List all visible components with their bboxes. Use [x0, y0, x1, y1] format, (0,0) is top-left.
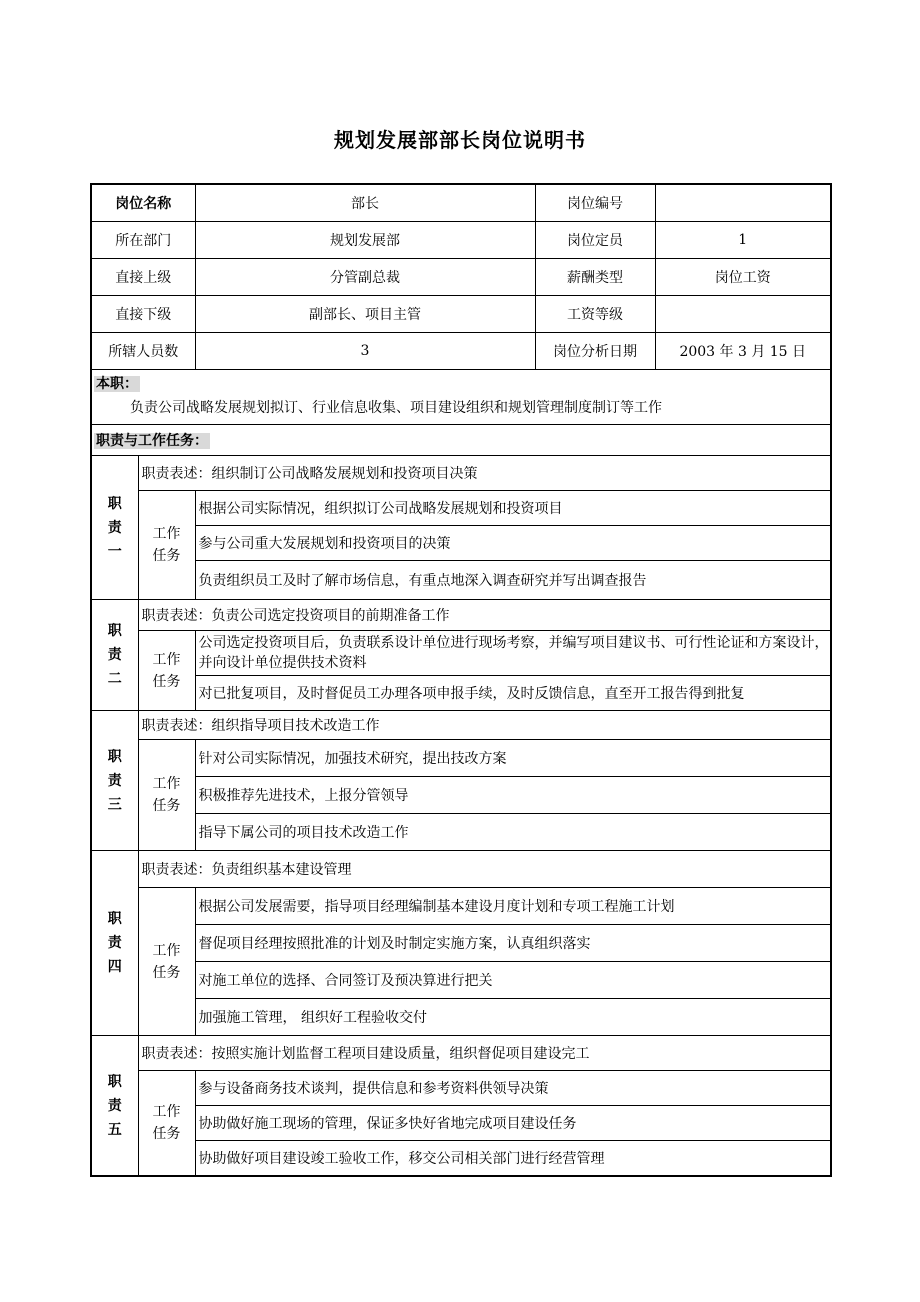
duty-number: 职 责 四 — [91, 851, 138, 1036]
task-row — [91, 814, 831, 851]
field-label: 所辖人员数 — [91, 333, 195, 370]
field-label: 岗位编号 — [535, 184, 655, 222]
duties-label: 职责与工作任务： — [96, 433, 208, 449]
field-value — [655, 296, 831, 333]
duty-desc-row — [91, 1036, 831, 1071]
task-item: 根据公司实际情况，组织拟订公司战略发展规划和投资项目 — [195, 491, 831, 526]
field-label: 工资等级 — [535, 296, 655, 333]
duty-desc-row — [91, 600, 831, 631]
field-value: 2003 年 3 月 15 日 — [655, 333, 831, 370]
field-label: 岗位分析日期 — [535, 333, 655, 370]
field-value: 分管副总裁 — [195, 259, 535, 296]
duty-desc-row — [91, 711, 831, 740]
field-value: 规划发展部 — [195, 222, 535, 259]
task-item: 负责组织员工及时了解市场信息，有重点地深入调查研究并写出调查报告 — [195, 561, 831, 600]
field-label: 直接下级 — [91, 296, 195, 333]
task-row — [91, 777, 831, 814]
field-label: 所在部门 — [91, 222, 195, 259]
task-row — [91, 1106, 831, 1141]
field-label: 岗位名称 — [91, 184, 195, 222]
duty-desc-row — [91, 851, 831, 888]
duty-description: 职责表述：组织指导项目技术改造工作 — [138, 711, 831, 740]
task-row — [91, 526, 831, 561]
duty-description: 职责表述：负责公司选定投资项目的前期准备工作 — [138, 600, 831, 631]
summary-label: 本职： — [96, 376, 138, 392]
duty-description: 职责表述：负责组织基本建设管理 — [138, 851, 831, 888]
duties-header-row — [91, 425, 831, 456]
task-item: 协助做好项目建设竣工验收工作，移交公司相关部门进行经营管理 — [195, 1141, 831, 1177]
field-label: 薪酬类型 — [535, 259, 655, 296]
info-row — [91, 333, 831, 370]
duty-desc-row — [91, 456, 831, 491]
task-item: 参与设备商务技术谈判，提供信息和参考资料供领导决策 — [195, 1071, 831, 1106]
field-value: 部长 — [195, 184, 535, 222]
task-row — [91, 925, 831, 962]
task-row — [91, 676, 831, 711]
task-item: 根据公司发展需要，指导项目经理编制基本建设月度计划和专项工程施工计划 — [195, 888, 831, 925]
task-label: 工作 任务 — [138, 1071, 195, 1177]
duty-number: 职 责 五 — [91, 1036, 138, 1177]
task-row — [91, 631, 831, 676]
task-row — [91, 561, 831, 600]
info-row — [91, 222, 831, 259]
job-description-table — [90, 183, 832, 1177]
task-row — [91, 962, 831, 999]
field-value: 1 — [655, 222, 831, 259]
duty-description: 职责表述：按照实施计划监督工程项目建设质量，组织督促项目建设完工 — [138, 1036, 831, 1071]
info-row — [91, 259, 831, 296]
field-value: 3 — [195, 333, 535, 370]
task-item: 对施工单位的选择、合同签订及预决算进行把关 — [195, 962, 831, 999]
task-row — [91, 491, 831, 526]
field-value — [655, 184, 831, 222]
field-value: 岗位工资 — [655, 259, 831, 296]
field-value: 副部长、项目主管 — [195, 296, 535, 333]
field-label: 岗位定员 — [535, 222, 655, 259]
page-title: 规划发展部部长岗位说明书 — [334, 128, 586, 152]
task-item: 指导下属公司的项目技术改造工作 — [195, 814, 831, 851]
summary-text: 负责公司战略发展规划拟订、行业信息收集、项目建设组织和规划管理制度制订等工作 — [130, 400, 662, 416]
task-label: 工作 任务 — [138, 631, 195, 711]
task-item: 针对公司实际情况，加强技术研究，提出技改方案 — [195, 740, 831, 777]
task-item: 公司选定投资项目后，负责联系设计单位进行现场考察，并编写项目建议书、可行性论证和方案设计，并向设计单位提供技术资料 — [195, 631, 831, 676]
task-item: 参与公司重大发展规划和投资项目的决策 — [195, 526, 831, 561]
task-row — [91, 1141, 831, 1177]
task-row — [91, 999, 831, 1036]
duty-description: 职责表述：组织制订公司战略发展规划和投资项目决策 — [138, 456, 831, 491]
duty-number: 职 责 三 — [91, 711, 138, 851]
task-row — [91, 888, 831, 925]
task-item: 督促项目经理按照批准的计划及时制定实施方案，认真组织落实 — [195, 925, 831, 962]
task-row — [91, 740, 831, 777]
task-item: 对已批复项目，及时督促员工办理各项申报手续，及时反馈信息，直至开工报告得到批复 — [195, 676, 831, 711]
task-item: 协助做好施工现场的管理，保证多快好省地完成项目建设任务 — [195, 1106, 831, 1141]
summary-row — [91, 370, 831, 425]
field-label: 直接上级 — [91, 259, 195, 296]
duty-number: 职 责 二 — [91, 600, 138, 711]
task-label: 工作 任务 — [138, 491, 195, 600]
task-item: 积极推荐先进技术，上报分管领导 — [195, 777, 831, 814]
task-label: 工作 任务 — [138, 888, 195, 1036]
duty-number: 职 责 一 — [91, 456, 138, 600]
task-label: 工作 任务 — [138, 740, 195, 851]
info-row — [91, 296, 831, 333]
info-row — [91, 184, 831, 222]
task-item: 加强施工管理， 组织好工程验收交付 — [195, 999, 831, 1036]
task-row — [91, 1071, 831, 1106]
